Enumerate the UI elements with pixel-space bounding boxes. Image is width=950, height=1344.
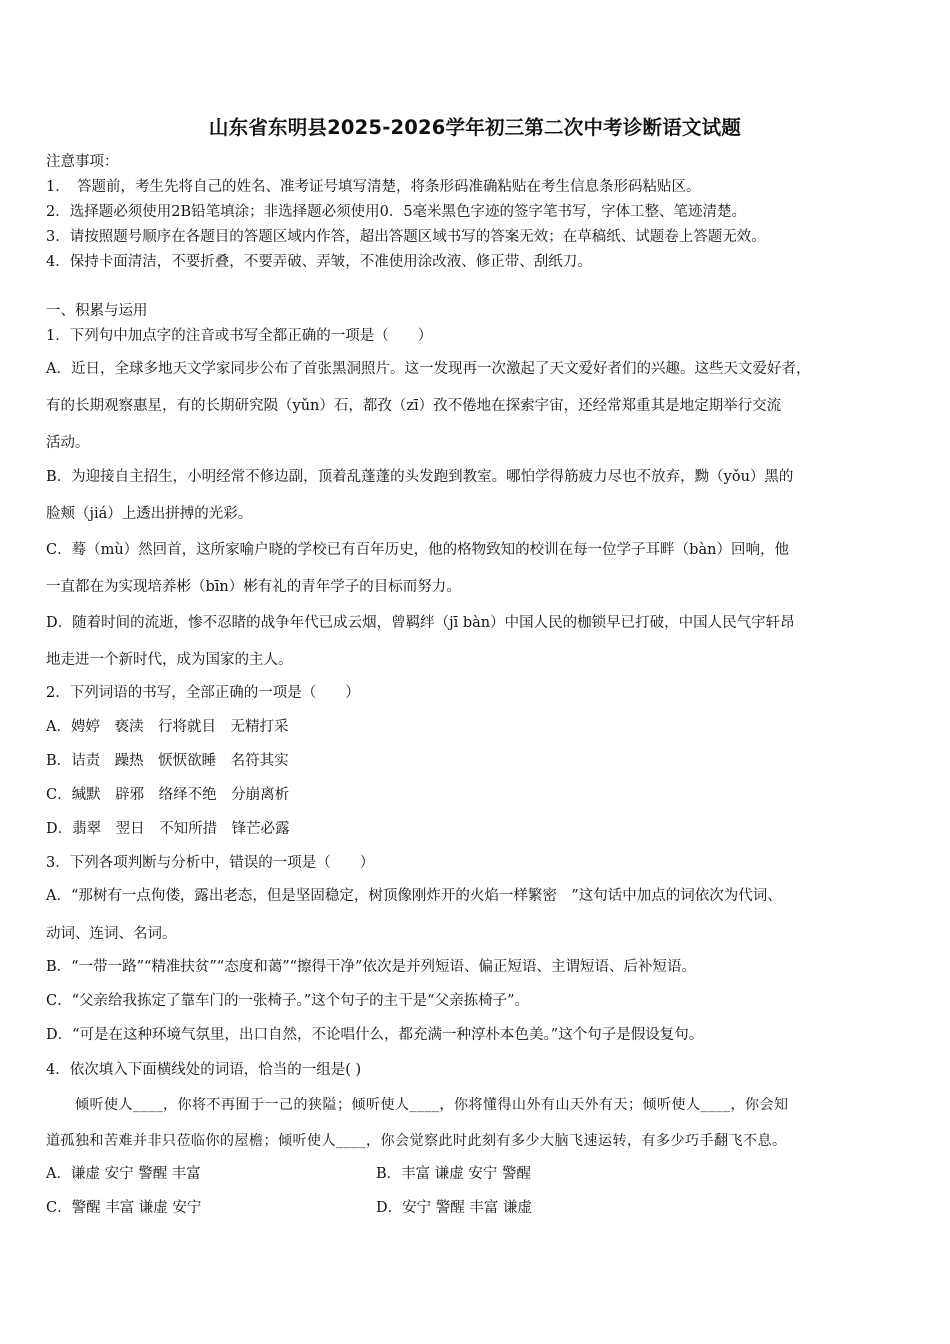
question-stem: 4．依次填入下面横线处的词语，恰当的一组是( ): [46, 1062, 362, 1078]
q2-option: C．缄默 辟邪 络绎不绝 分崩离析: [46, 787, 290, 803]
q3-option-d: D．“可是在这种环境气氛里，出口自然，不论唱什么，都充满一种淳朴本色美。”这个句子是假设复句。: [46, 1027, 704, 1043]
question-stem: 1．下列句中加点字的注音或书写全都正确的一项是（ ）: [46, 328, 433, 344]
q1-option-d-line1: D．随着时间的流逝，惨不忍睹的战争年代已成云烟，曾羁绊（jī bàn）中国人民的枷锁早已打破，中国人民气宇轩昂: [46, 615, 795, 631]
notice-item: 2．选择题必须使用2B铅笔填涂；非选择题必须使用0．5毫米黑色字迹的签字笔书写，字体工整、笔迹清楚。: [46, 204, 747, 220]
page-title: 山东省东明县2025-2026学年初三第二次中考诊断语文试题: [208, 116, 742, 139]
q1-option-c-line1: C．蓦（mù）然回首，这所家喻户晓的学校已有百年历史，他的格物致知的校训在每一位学子耳畔（bàn）回响，他: [46, 542, 789, 558]
q2-option: D．翡翠 翌日 不知所措 锋芒必露: [46, 821, 290, 837]
q3-option-b: B．“一带一路”“精准扶贫”“态度和蔼”“擦得干净”依次是并列短语、偏正短语、主谓短语、后补短语。: [46, 959, 696, 975]
section-heading: 一、积累与运用: [46, 303, 148, 319]
q1-option-a-line1: A．近日，全球多地天文学家同步公布了首张黑洞照片。这一发现再一次激起了天文爱好者们的兴趣。这些天文爱好者，: [46, 361, 811, 377]
q1-option-a-line3: 活动。: [46, 435, 90, 451]
q3-option-a-line1: A．“那树有一点佝偻，露出老态，但是坚固稳定，树顶像刚炸开的火焰一样繁密 ”这句话中加点的词依次为代词、: [46, 888, 782, 904]
q4-option-d: D．安宁 警醒 丰富 谦虚: [376, 1200, 532, 1216]
q2-option: A．娉婷 亵渎 行将就目 无精打采: [46, 719, 289, 735]
q4-option-c: C．警醒 丰富 谦虚 安宁: [46, 1200, 202, 1216]
q3-option-c: C．“父亲给我拣定了靠车门的一张椅子。”这个句子的主干是“父亲拣椅子”。: [46, 993, 529, 1009]
q2-option: B．诘责 躁热 恹恹欲睡 名符其实: [46, 753, 289, 769]
q1-option-b-line1: B．为迎接自主招生，小明经常不修边副，顶着乱蓬蓬的头发跑到教室。哪怕学得筋疲力尽也不放弃，黝（yǒu）黑的: [46, 469, 794, 485]
notice-heading: 注意事项：: [46, 154, 119, 170]
q4-option-b: B．丰富 谦虚 安宁 警醒: [376, 1166, 531, 1182]
q1-option-c-line2: 一直都在为实现培养彬（bīn）彬有礼的青年学子的目标而努力。: [46, 579, 461, 595]
q1-option-a-line2: 有的长期观察惠星，有的长期研究陨（yǔn）石，都孜（zī）孜不倦地在探索宇宙，还经常郑重其是地定期举行交流: [46, 398, 782, 414]
q4-passage-line1: 倾听使人____，你将不再囿于一己的狭隘；倾听使人____，你将懂得山外有山天外有天；倾听使人____，你会知: [46, 1097, 789, 1113]
notice-item: 1． 答题前，考生先将自己的姓名、准考证号填写清楚，将条形码准确粘贴在考生信息条形码粘贴区。: [46, 179, 701, 195]
q4-passage-line2: 道孤独和苦难并非只莅临你的屋檐；倾听使人____，你会觉察此时此刻有多少大脑飞速运转，有多少巧手翻飞不息。: [46, 1133, 787, 1149]
q1-option-d-line2: 地走进一个新时代，成为国家的主人。: [46, 652, 293, 668]
q4-option-a: A．谦虚 安宁 警醒 丰富: [46, 1166, 201, 1182]
question-stem: 2．下列词语的书写，全部正确的一项是（ ）: [46, 685, 360, 701]
q3-option-a-line2: 动词、连词、名词。: [46, 926, 177, 942]
notice-item: 3．请按照题号顺序在各题目的答题区域内作答，超出答题区域书写的答案无效；在草稿纸、试题卷上答题无效。: [46, 229, 766, 245]
question-stem: 3．下列各项判断与分析中，错误的一项是（ ）: [46, 855, 375, 871]
notice-item: 4．保持卡面清洁，不要折叠，不要弄破、弄皱，不准使用涂改液、修正带、刮纸刀。: [46, 254, 592, 270]
q1-option-b-line2: 脸颊（jiá）上透出拼搏的光彩。: [46, 506, 253, 522]
